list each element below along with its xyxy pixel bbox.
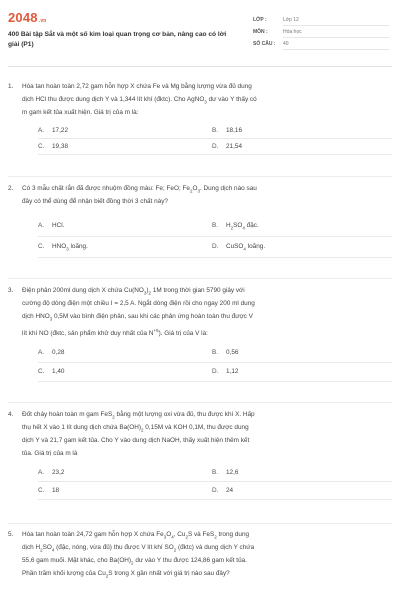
option-label: B.	[212, 469, 219, 476]
option-text: 18,16	[226, 127, 242, 134]
question-line: Điện phân 200ml dung dịch X chứa $Cu(NO_3)_2$ 1M trong thời gian 5790 giây với	[22, 287, 245, 296]
option-label: B.	[212, 127, 219, 134]
meta-value: Hóa học	[283, 28, 389, 38]
option-text: 17,22	[52, 127, 68, 134]
question-line: dịch $H_2SO_4$ (đặc, nóng, vừa đủ) thu được V lít khí $SO_2$ (đktc) và dung dịch Y chứa	[22, 544, 255, 553]
page-header	[0, 0, 400, 66]
option-text: 21,54	[226, 143, 242, 150]
question-3	[8, 284, 392, 382]
answer-options	[38, 344, 392, 382]
question-text	[8, 80, 392, 119]
option-row	[38, 482, 392, 500]
option-label: A.	[38, 222, 45, 229]
option-d[interactable]	[212, 482, 233, 499]
option-b[interactable]	[212, 464, 238, 481]
option-text: 0,56	[226, 349, 239, 356]
document-title: 400 Bài tập Sắt và một số kim loại quan trọng cơ bản, nâng cao có lời giải (P1)	[8, 31, 227, 48]
meta-value: Lớp 12	[283, 16, 389, 26]
question-1	[8, 80, 392, 155]
question-text	[8, 528, 392, 580]
question-text	[8, 182, 392, 208]
question-5	[8, 528, 392, 580]
question-line: Hòa tan hoàn toàn 24,72 gam hỗn hợp X chứa $Fe_3O_4$, $Cu_2S$ và FeS$_2$ trong dung	[22, 531, 250, 540]
option-row	[38, 139, 392, 155]
meta-info	[253, 16, 393, 52]
question-4	[8, 408, 392, 500]
option-text: 18	[52, 487, 60, 494]
option-label: D.	[212, 243, 219, 250]
question-number: 2.	[8, 185, 14, 192]
meta-value: 40	[283, 40, 389, 50]
meta-row-class	[253, 16, 393, 28]
option-label: A.	[38, 349, 45, 356]
question-number: 3.	[8, 287, 14, 294]
option-text: $H_2SO_4$ đặc.	[226, 222, 259, 231]
question-line: Phần trăm khối lượng của $Cu_2S$ trong X gần nhất với giá trị nào sau đây?	[22, 570, 230, 579]
option-text: 12,6	[226, 469, 239, 476]
option-c[interactable]	[38, 363, 64, 381]
answer-options	[38, 123, 392, 155]
option-a[interactable]	[38, 216, 64, 236]
option-label: C.	[38, 143, 45, 150]
option-label: C.	[38, 368, 45, 375]
question-line: cường độ dòng điện một chiều I = 2,5 A. Ngắt dòng điện rồi cho ngay 200 ml dung	[22, 300, 255, 307]
option-row	[38, 464, 392, 482]
answer-options	[38, 464, 392, 500]
question-line: dịch HCl thu được dung dịch Y và 1,344 lít khí (đktc). Cho AgNO$_3$ dư vào Y thấy có	[22, 96, 257, 105]
option-text: CuSO$_4$ loãng.	[226, 243, 266, 252]
question-number: 1.	[8, 83, 14, 90]
meta-key: LỚP :	[253, 17, 267, 23]
option-label: B.	[212, 349, 219, 356]
question-text	[8, 284, 392, 340]
option-label: D.	[212, 143, 219, 150]
question-divider	[8, 176, 392, 177]
option-c[interactable]	[38, 482, 59, 499]
option-b[interactable]	[212, 216, 259, 236]
option-text: 0,28	[52, 349, 65, 356]
question-line: Hòa tan hoàn toàn 2,72 gam hỗn hợp X chứa Fe và Mg bằng lượng vừa đủ dung	[22, 83, 252, 90]
option-text: 19,38	[52, 143, 68, 150]
option-label: D.	[212, 487, 219, 494]
option-b[interactable]	[212, 344, 238, 362]
option-label: C.	[38, 487, 45, 494]
option-label: C.	[38, 243, 45, 250]
option-c[interactable]	[38, 237, 88, 257]
option-row	[38, 216, 392, 237]
question-divider	[8, 278, 392, 279]
option-text: 23,2	[52, 469, 65, 476]
option-c[interactable]	[38, 139, 68, 154]
question-divider	[8, 402, 392, 403]
question-line: lít khí NO (đktc, sản phẩm khử duy nhất của $N^{+5}$). Giá trị của V là:	[22, 327, 208, 337]
option-label: B.	[212, 222, 219, 229]
question-divider	[8, 523, 392, 524]
site-logo[interactable]	[8, 10, 47, 25]
option-label: A.	[38, 469, 45, 476]
question-2	[8, 182, 392, 258]
question-line: Đốt cháy hoàn toàn m gam FeS$_2$ bằng một lượng oxi vừa đủ, thu được khí X. Hấp	[22, 411, 255, 420]
meta-key: SỐ CÂU :	[253, 41, 276, 47]
option-label: D.	[212, 368, 219, 375]
question-line: đây có thể dùng để nhận biết đồng thời 3 chất này?	[22, 198, 168, 205]
option-text: $HNO_3$ loãng.	[52, 243, 88, 252]
question-line: Có 3 mẫu chất rắn đã được nhuộm đồng màu: Fe; FeO; $Fe_2O_3$. Dung dịch nào sau	[22, 185, 257, 194]
question-line: 55,6 gam muối. Mặt khác, cho $Ba(OH)_2$ dư vào Y thu được 124,86 gam kết tủa.	[22, 557, 247, 566]
question-line: dịch $HNO_3$ 0,5M vào bình điện phân, sau khi các phản ứng hoàn toàn thu được V	[22, 313, 253, 322]
option-a[interactable]	[38, 123, 68, 138]
option-text: 1,40	[52, 368, 65, 375]
question-line: tủa. Giá trị của m là	[22, 450, 78, 457]
question-line: m gam kết tủa xuất hiện. Giá trị của m là:	[22, 109, 139, 116]
option-row	[38, 363, 392, 382]
option-row	[38, 237, 392, 258]
meta-row-subject	[253, 28, 393, 40]
option-row	[38, 344, 392, 363]
logo-text: 2048	[8, 10, 38, 25]
header-divider	[8, 66, 392, 67]
option-b[interactable]	[212, 123, 242, 138]
option-d[interactable]	[212, 363, 238, 381]
question-text	[8, 408, 392, 460]
option-text: HCl.	[52, 222, 65, 229]
option-d[interactable]	[212, 139, 242, 154]
option-text: 1,12	[226, 368, 239, 375]
question-line: dịch Y và 21,7 gam kết tủa. Cho Y vào dung dịch NaOH, thấy xuất hiện thêm kết	[22, 437, 250, 444]
logo-suffix: .vn	[38, 18, 47, 24]
option-d[interactable]	[212, 237, 265, 257]
answer-options	[38, 216, 392, 258]
option-label: A.	[38, 127, 45, 134]
option-a[interactable]	[38, 464, 64, 481]
option-row	[38, 123, 392, 139]
option-text: 24	[226, 487, 234, 494]
meta-row-count	[253, 40, 393, 52]
question-number: 4.	[8, 411, 14, 418]
option-a[interactable]	[38, 344, 64, 362]
meta-key: MÔN :	[253, 29, 268, 35]
question-number: 5.	[8, 531, 14, 538]
question-line: thụ hết X vào 1 lít dung dịch chứa $Ba(OH)_2$ 0,15M và KOH 0,1M, thu được dung	[22, 424, 249, 433]
